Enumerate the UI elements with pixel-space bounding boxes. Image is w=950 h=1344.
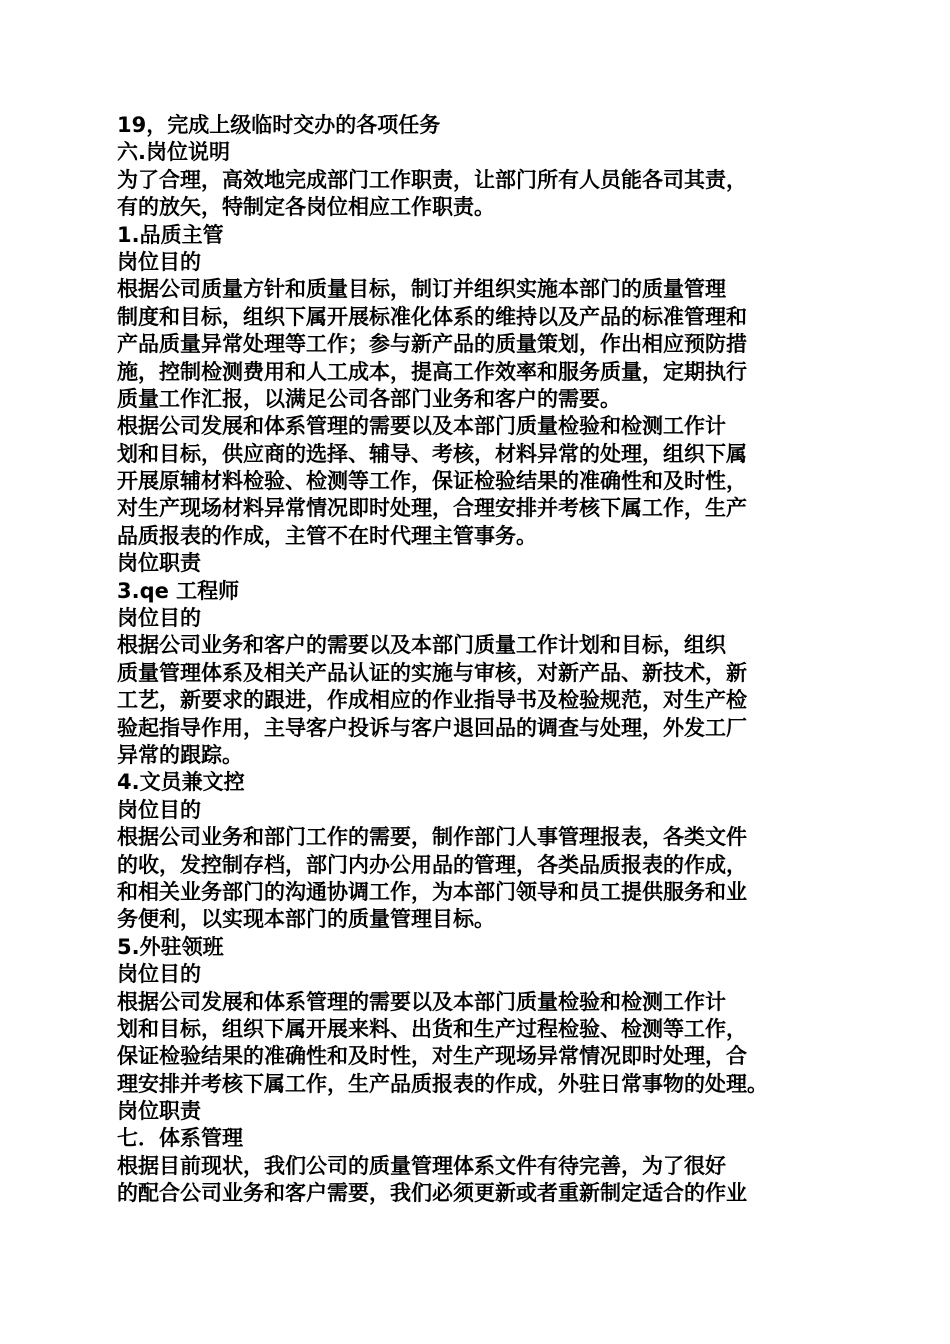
text-line: 开展原辅材料检验、检测等工作，保证检验结果的准确性和及时性， (117, 469, 747, 494)
subsection-heading: 4.文员兼文控 (117, 770, 245, 795)
text-line: 质量工作汇报，以满足公司各部门业务和客户的需要。 (117, 386, 621, 411)
text-line: 保证检验结果的准确性和及时性，对生产现场异常情况即时处理，合 (117, 1044, 747, 1069)
text-line: 根据公司发展和体系管理的需要以及本部门质量检验和检测工作计 (117, 414, 726, 439)
text-line: 岗位职责 (117, 1099, 201, 1124)
text-line: 岗位目的 (117, 249, 201, 274)
text-line: 理安排并考核下属工作，生产品质报表的作成，外驻日常事物的处理。 (117, 1071, 768, 1096)
text-line: 品质报表的作成，主管不在时代理主管事务。 (117, 523, 537, 548)
text-line: 对生产现场材料异常情况即时处理，合理安排并考核下属工作，生产 (117, 496, 747, 521)
subsection-heading: 3.qe 工程师 (117, 578, 240, 603)
text-line: 和相关业务部门的沟通协调工作，为本部门领导和员工提供服务和业 (117, 879, 747, 904)
text-line: 岗位目的 (117, 797, 201, 822)
text-line: 划和目标，供应商的选择、辅导、考核，材料异常的处理，组织下属 (117, 441, 747, 466)
text-line: 岗位目的 (117, 606, 201, 631)
text-line: 产品质量异常处理等工作；参与新产品的质量策划，作出相应预防措 (117, 332, 747, 357)
section-heading: 六.岗位说明 (117, 140, 230, 165)
text-line: 制度和目标，组织下属开展标准化体系的维持以及产品的标准管理和 (117, 304, 747, 329)
text-line: 异常的跟踪。 (117, 742, 243, 767)
text-line: 工艺，新要求的跟进，作成相应的作业指导书及检验规范，对生产检 (117, 688, 747, 713)
text-line: 施，控制检测费用和人工成本，提高工作效率和服务质量，定期执行 (117, 359, 747, 384)
text-line: 岗位目的 (117, 962, 201, 987)
text-line: 的配合公司业务和客户需要，我们必须更新或者重新制定适合的作业 (117, 1181, 747, 1206)
text-line: 务便利，以实现本部门的质量管理目标。 (117, 907, 495, 932)
text-line: 岗位职责 (117, 551, 201, 576)
document-body (117, 112, 857, 1208)
text-line: 根据目前现状，我们公司的质量管理体系文件有待完善，为了很好 (117, 1153, 726, 1178)
text-line: 根据公司业务和部门工作的需要，制作部门人事管理报表，各类文件 (117, 825, 747, 850)
section-heading: 七．体系管理 (117, 1126, 243, 1151)
text-line: 为了合理，高效地完成部门工作职责，让部门所有人员能各司其责， (117, 167, 747, 192)
text-line: 根据公司业务和客户的需要以及本部门质量工作计划和目标，组织 (117, 633, 726, 658)
text-line: 的收，发控制存档，部门内办公用品的管理，各类品质报表的作成， (117, 852, 747, 877)
subsection-heading: 5.外驻领班 (117, 934, 224, 959)
text-line: 划和目标，组织下属开展来料、出货和生产过程检验、检测等工作， (117, 1016, 747, 1041)
text-line: 质量管理体系及相关产品认证的实施与审核，对新产品、新技术，新 (117, 660, 747, 685)
text-line: 19，完成上级临时交办的各项任务 (117, 113, 441, 137)
text-line: 根据公司质量方针和质量目标，制订并组织实施本部门的质量管理 (117, 277, 726, 302)
text-line: 验起指导作用，主导客户投诉与客户退回品的调查与处理，外发工厂 (117, 715, 747, 740)
text-line: 有的放矢，特制定各岗位相应工作职责。 (117, 195, 495, 220)
text-line: 根据公司发展和体系管理的需要以及本部门质量检验和检测工作计 (117, 989, 726, 1014)
subsection-heading: 1.品质主管 (117, 222, 224, 247)
